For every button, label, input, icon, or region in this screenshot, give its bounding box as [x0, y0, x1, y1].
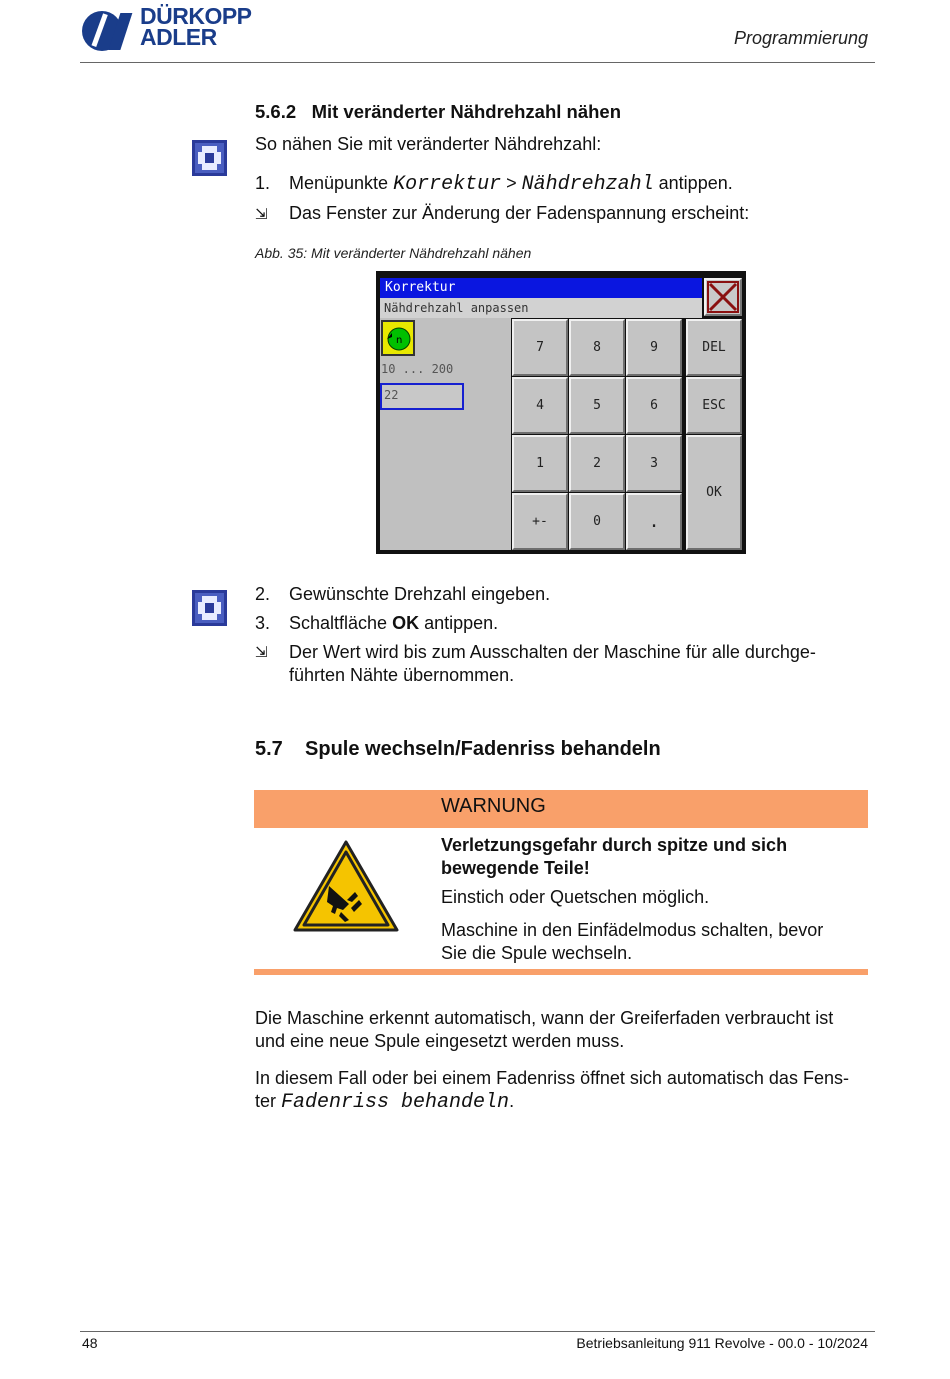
step-1	[255, 172, 733, 196]
result-2	[255, 641, 816, 687]
speed-icon-letter: n	[396, 335, 403, 346]
result-1	[255, 202, 749, 226]
step-1-number: 1.	[255, 173, 271, 193]
step-1-post: antippen.	[653, 173, 733, 193]
close-icon	[706, 280, 740, 314]
warning-title-line2: bewegende Teile!	[441, 858, 590, 878]
key-0[interactable]: 0	[569, 493, 625, 550]
section-heading-562: 5.6.2 Mit veränderter Nähdrehzahl nähen	[255, 101, 621, 122]
page-number: 48	[82, 1335, 98, 1351]
logo-text	[140, 3, 252, 50]
step-1-text	[289, 172, 733, 196]
result-arrow-icon: ⇲	[255, 644, 268, 661]
step-2	[255, 583, 550, 606]
paragraph-2-pre: ter	[255, 1091, 282, 1111]
key-8[interactable]: 8	[569, 319, 625, 376]
value-range: 10 ... 200	[381, 362, 454, 376]
key-1[interactable]: 1	[512, 435, 568, 492]
step-3-text	[289, 612, 498, 635]
paragraph-2-post: .	[509, 1091, 515, 1111]
intro-text: So nähen Sie mit veränderter Nähdrehzahl:	[255, 134, 602, 154]
step-3-ok: OK	[392, 613, 420, 633]
menu-korrektur: Korrektur	[393, 173, 502, 196]
key-plus-minus[interactable]: +-	[512, 493, 568, 550]
key-4[interactable]: 4	[512, 377, 568, 434]
warning-text-2	[441, 919, 823, 965]
speed-icon	[381, 320, 415, 356]
footer-divider	[80, 1331, 875, 1332]
figure-caption: Abb. 35: Mit veränderter Nähdrehzahl nähen	[255, 245, 532, 261]
warning-title-line1: Verletzungsgefahr durch spitze und sich	[441, 835, 788, 855]
header-section-title: Programmierung	[733, 28, 868, 48]
warning-text-1: Einstich oder Quetschen möglich.	[441, 887, 710, 907]
key-7[interactable]: 7	[512, 319, 568, 376]
key-3[interactable]: 3	[626, 435, 682, 492]
window-name-fadenriss: Fadenriss behandeln	[281, 1091, 510, 1114]
step-2-text: Gewünschte Drehzahl eingeben.	[289, 584, 551, 604]
warning-title	[441, 834, 787, 880]
warning-text-2-line2: Sie die Spule wechseln.	[441, 943, 633, 963]
result-2-line1: Der Wert wird bis zum Ausschalten der Maschine für alle durchge-	[289, 642, 816, 662]
key-6[interactable]: 6	[626, 377, 682, 434]
header-divider	[80, 62, 875, 63]
value-input[interactable]: 22	[380, 383, 464, 410]
result-2-text	[289, 641, 816, 687]
key-esc[interactable]: ESC	[686, 377, 742, 434]
warning-triangle-icon	[291, 838, 401, 934]
key-dot[interactable]: .	[626, 493, 682, 550]
key-2[interactable]: 2	[569, 435, 625, 492]
step-3	[255, 612, 498, 635]
logo-line1: DÜRKOPP	[140, 3, 252, 29]
result-1-text: Das Fenster zur Änderung der Fadenspannung erscheint:	[289, 203, 750, 223]
screen-title: Korrektur	[380, 278, 702, 298]
document-reference: Betriebsanleitung 911 Revolve - 00.0 - 10/2024	[576, 1335, 868, 1351]
paragraph-1	[255, 1007, 833, 1053]
screen-close-button[interactable]	[704, 278, 742, 316]
step-3-post: antippen.	[419, 613, 499, 633]
step-3-number: 3.	[255, 613, 271, 633]
step-3-pre: Schaltfläche	[289, 613, 393, 633]
paragraph-2-line2	[255, 1090, 849, 1114]
paragraph-2	[255, 1067, 849, 1114]
paragraph-1-line1: Die Maschine erkennt automatisch, wann der Greiferfaden verbraucht ist	[255, 1008, 834, 1028]
key-5[interactable]: 5	[569, 377, 625, 434]
step-1-pre: Menüpunkte	[289, 173, 394, 193]
paragraph-1-line2: und eine neue Spule eingesetzt werden muss.	[255, 1031, 625, 1051]
warning-text-2-line1: Maschine in den Einfädelmodus schalten, bevor	[441, 920, 824, 940]
warning-header-bar	[254, 790, 868, 828]
step-2-number: 2.	[255, 584, 271, 604]
key-del[interactable]: DEL	[686, 319, 742, 376]
action-icon	[192, 590, 227, 626]
logo-line2: ADLER	[140, 24, 217, 50]
action-icon	[192, 140, 227, 176]
screen-subtitle: Nähdrehzahl anpassen	[380, 298, 702, 318]
key-9[interactable]: 9	[626, 319, 682, 376]
step-1-separator: >	[501, 173, 522, 193]
warning-label: WARNUNG	[441, 795, 546, 817]
warning-bottom-bar	[254, 969, 868, 975]
menu-naehdrehzahl: Nähdrehzahl	[521, 173, 654, 196]
paragraph-2-line1: In diesem Fall oder bei einem Fadenriss öffnet sich automatisch das Fens-	[255, 1068, 849, 1088]
section-heading-57: 5.7 Spule wechseln/Fadenriss behandeln	[255, 738, 661, 760]
key-ok[interactable]: OK	[686, 435, 742, 550]
result-arrow-icon: ⇲	[255, 206, 268, 223]
result-2-line2: führten Nähte übernommen.	[289, 665, 515, 685]
